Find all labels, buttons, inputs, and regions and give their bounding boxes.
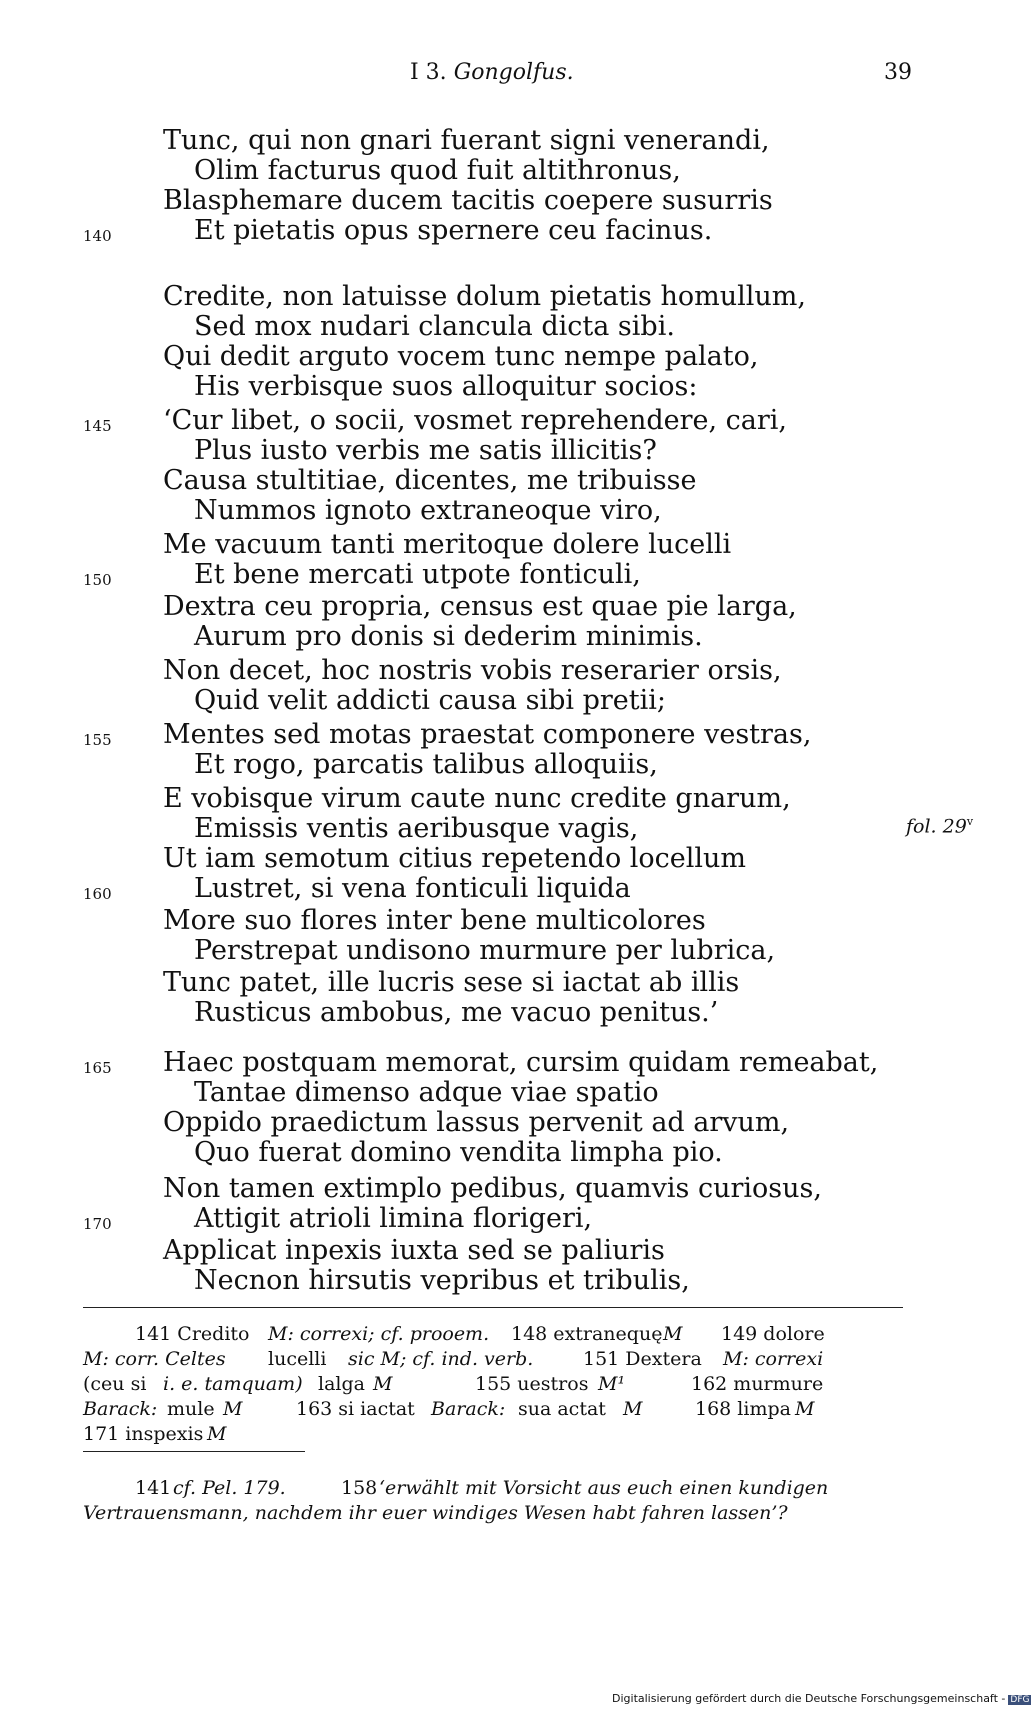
verse-text: Quo fuerat domino vendita limpha pio. [194,1137,723,1168]
line-number: 150 [83,571,112,589]
dfg-logo: DFG [1010,1695,1030,1705]
apparatus-line: M: corr. Celtes lucelli sic M; cf. ind. verb. 151 Dextera M: correxi [83,1348,824,1370]
commentary-rule [83,1451,305,1452]
verse-text: Oppido praedictum lassus pervenit ad arvum, [163,1107,790,1138]
verse-text: Et rogo, parcatis talibus alloquiis, [194,749,658,780]
verse-text: Causa stultitiae, dicentes, me tribuisse [163,465,697,496]
apparatus-line: 141 Credito M: correxi; cf. prooem. 148 extranequę M 149 dolore [135,1323,825,1345]
commentary-notes [83,1476,905,1526]
running-header [0,60,1000,90]
digitization-credit: Digitalisierung gefördert durch die Deutsche Forschungsgemeinschaft - DFG [612,1692,1030,1705]
verse-text: Attigit atrioli limina florigeri, [194,1203,593,1234]
apparatus-line: 171 inspexis M [83,1423,227,1445]
verse-text: Tunc patet, ille lucris sese si iactat ab illis [163,967,740,998]
apparatus-line: (ceu si i. e. tamquam) lalga M 155 uestros M¹ 162 murmure [83,1373,824,1395]
verse-text: Me vacuum tanti meritoque dolere lucelli [163,529,732,560]
verse-text: More suo flores inter bene multicolores [163,905,706,936]
verse-text: Olim facturus quod fuit altithronus, [194,155,681,186]
verse-text: Et bene mercati utpote fonticuli, [194,559,641,590]
running-title [410,60,574,85]
verse-text: Ut iam semotum citius repetendo locellum [163,843,747,874]
apparatus-line: Barack: mule M 163 si iactat Barack: sua actat M 168 limpa M [83,1398,815,1420]
verse-text: Emissis ventis aeribusque vagis, [194,813,639,844]
page-number: 39 [884,60,912,85]
verse-text: Nummos ignoto extraneoque viro, [194,495,662,526]
verse-text: Necnon hirsutis vepribus et tribulis, [194,1265,690,1296]
verse-text: Tantae dimenso adque viae spatio [194,1077,659,1108]
apparatus-rule [83,1307,903,1308]
verse-text: Qui dedit arguto vocem tunc nempe palato, [163,341,759,372]
verse-text: Rusticus ambobus, me vacuo penitus.’ [194,997,719,1028]
verse-text: Perstrepat undisono murmure per lubrica, [194,935,776,966]
verse-text: Plus iusto verbis me satis illicitis? [194,435,657,466]
verse-text: Dextra ceu propria, census est quae pie larga, [163,591,797,622]
verse-text: Applicat inpexis iuxta sed se paliuris [163,1235,665,1266]
line-number: 140 [83,227,112,245]
verse-text: Non tamen extimplo pedibus, quamvis curiosus, [163,1173,822,1204]
verse-text: Mentes sed motas praestat componere vestras, [163,719,812,750]
commentary-line: 141 cf. Pel. 179. 158 ‘erwählt mit Vorsicht aus euch einen kundigen [135,1477,829,1499]
verse-text: Et pietatis opus spernere ceu facinus. [194,215,713,246]
verse-text: Credite, non latuisse dolum pietatis homullum, [163,281,806,312]
verse-text: Non decet, hoc nostris vobis reserarier orsis, [163,655,782,686]
verse-text: Lustret, si vena fonticuli liquida [194,873,631,904]
line-number: 165 [83,1059,112,1077]
commentary-line: Vertrauensmann, nachdem ihr euer windiges Wesen habt fahren lassen’? [83,1502,788,1524]
verse-text: Blasphemare ducem tacitis coepere susurris [163,185,773,216]
critical-apparatus [83,1322,905,1447]
line-number: 170 [83,1215,112,1233]
verse-text: Haec postquam memorat, cursim quidam remeabat, [163,1047,879,1078]
section-number: I 3. [410,60,447,85]
work-title: Gongolfus. [453,60,574,85]
verse-text: ‘Cur libet, o socii, vosmet reprehendere, cari, [163,405,788,436]
verse-text: Sed mox nudari clancula dicta sibi. [194,311,675,342]
verse-text: Quid velit addicti causa sibi pretii; [194,685,666,716]
line-number: 145 [83,417,112,435]
line-number: 160 [83,885,112,903]
folio-marginal-note: fol. 29$^v$ [906,815,974,838]
verse-text: Aurum pro donis si dederim minimis. [194,621,703,652]
verse-text: E vobisque virum caute nunc credite gnarum, [163,783,791,814]
verse-text: His verbisque suos alloquitur socios: [194,371,698,402]
line-number: 155 [83,731,112,749]
verse-text: Tunc, qui non gnari fuerant signi venerandi, [163,125,770,156]
